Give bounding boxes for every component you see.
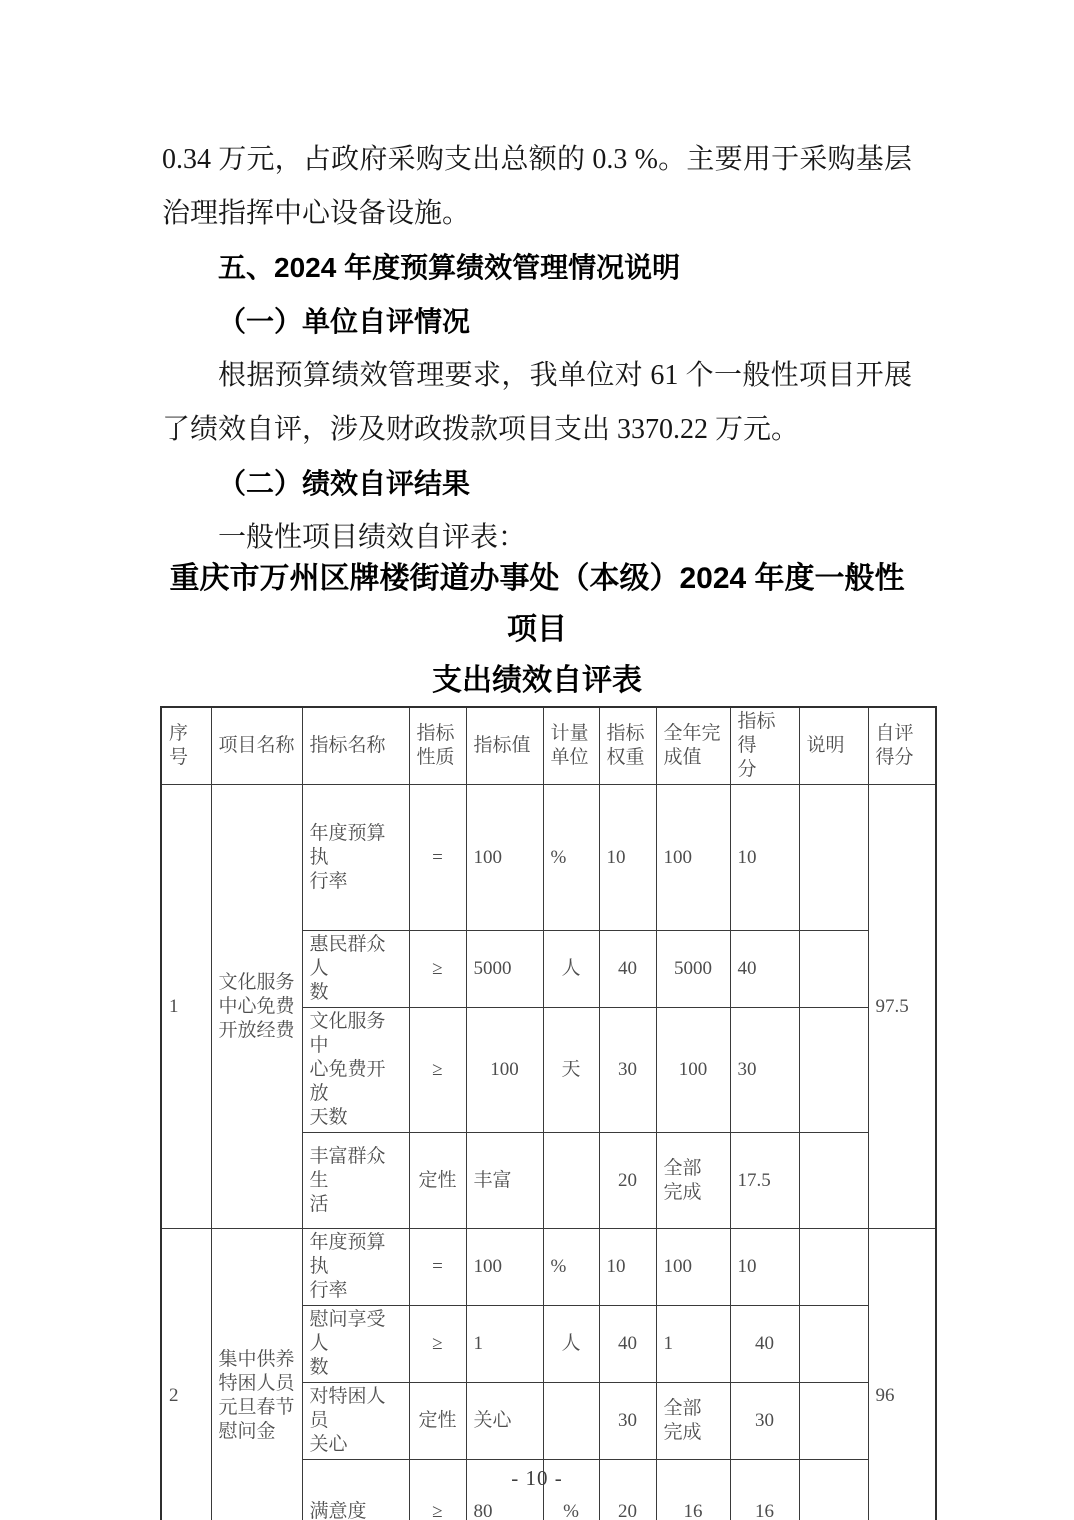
table-cell: 100 — [656, 1229, 730, 1306]
table-cell: ≥ — [409, 931, 466, 1008]
table-cell: 20 — [599, 1460, 656, 1520]
table-cell: 100 — [656, 1008, 730, 1133]
heading-subsection-two: （二）绩效自评结果 — [218, 468, 471, 499]
table-title-line-1: 重庆市万州区牌楼街道办事处（本级）2024 年度一般性项目 — [169, 562, 905, 646]
table-body — [161, 785, 936, 1520]
table-cell: 全部 完成 — [656, 1383, 730, 1460]
table-cell: 10 — [599, 785, 656, 931]
table-cell: % — [543, 785, 599, 931]
heading-section-five: 五、2024 年度预算绩效管理情况说明 — [218, 252, 681, 283]
table-cell: % — [543, 1229, 599, 1306]
table-cell: 40 — [599, 931, 656, 1008]
table-cell — [799, 1008, 868, 1133]
table-header-row — [161, 707, 936, 785]
paragraph-table-intro: 一般性项目绩效自评表： — [218, 522, 527, 553]
table-cell: 文化服务中 心免费开放 天数 — [302, 1008, 409, 1133]
heading-subsection-one: （一）单位自评情况 — [218, 306, 471, 337]
table-cell: 40 — [730, 1306, 799, 1383]
column-header: 项目名称 — [211, 707, 302, 785]
table-cell: 40 — [730, 931, 799, 1008]
table-cell: 5000 — [656, 931, 730, 1008]
table-cell: 16 — [730, 1460, 799, 1520]
table-cell: 人 — [543, 931, 599, 1008]
table-cell: 5000 — [466, 931, 543, 1008]
table-row — [161, 785, 936, 931]
table-cell — [799, 1306, 868, 1383]
table-header — [161, 707, 936, 785]
table-cell: 17.5 — [730, 1133, 799, 1229]
self-score-cell: 97.5 — [868, 785, 936, 1229]
table-cell: 10 — [730, 785, 799, 931]
table-cell: 30 — [730, 1383, 799, 1460]
table-cell: ≥ — [409, 1460, 466, 1520]
table-title-line-2: 支出绩效自评表 — [432, 664, 642, 697]
column-header: 自评 得分 — [868, 707, 936, 785]
table-cell: 30 — [599, 1383, 656, 1460]
table-cell — [799, 931, 868, 1008]
project-name-cell: 文化服务 中心免费 开放经费 — [211, 785, 302, 1229]
table-cell: 定性 — [409, 1133, 466, 1229]
sequence-cell: 1 — [161, 785, 211, 1229]
table-cell: = — [409, 1229, 466, 1306]
column-header: 指标得 分 — [730, 707, 799, 785]
table-cell: 关心 — [466, 1383, 543, 1460]
table-cell: 16 — [656, 1460, 730, 1520]
table-title — [162, 553, 912, 706]
table-cell: 人 — [543, 1306, 599, 1383]
table-cell: ≥ — [409, 1306, 466, 1383]
table-cell: 1 — [466, 1306, 543, 1383]
paragraph-self-evaluation: 根据预算绩效管理要求，我单位对 61 个一般性项目开展了绩效自评，涉及财政拨款项目支出 3370.22 万元。 — [162, 360, 912, 445]
column-header: 指标值 — [466, 707, 543, 785]
table-cell — [543, 1133, 599, 1229]
project-name-cell: 集中供养 特困人员 元旦春节 慰问金 — [211, 1229, 302, 1520]
table-cell: 80 — [466, 1460, 543, 1520]
column-header: 说明 — [799, 707, 868, 785]
column-header: 序 号 — [161, 707, 211, 785]
table-cell: 100 — [466, 785, 543, 931]
table-cell: 慰问享受人 数 — [302, 1306, 409, 1383]
table-cell: 40 — [599, 1306, 656, 1383]
table-cell — [799, 1229, 868, 1306]
column-header: 指标名称 — [302, 707, 409, 785]
page-number: - 10 - — [511, 1466, 563, 1490]
column-header: 指标 权重 — [599, 707, 656, 785]
table-cell: 1 — [656, 1306, 730, 1383]
table-cell: 丰富群众生 活 — [302, 1133, 409, 1229]
table-cell: 满意度 — [302, 1460, 409, 1520]
sequence-cell: 2 — [161, 1229, 211, 1520]
table-cell: % — [543, 1460, 599, 1520]
table-cell: 丰富 — [466, 1133, 543, 1229]
self-evaluation-table — [160, 706, 937, 1520]
table-cell: 年度预算执 行率 — [302, 1229, 409, 1306]
table-cell: 100 — [466, 1008, 543, 1133]
table-cell: 惠民群众人 数 — [302, 931, 409, 1008]
table-cell: 100 — [656, 785, 730, 931]
table-cell — [799, 1133, 868, 1229]
table-cell: 10 — [599, 1229, 656, 1306]
column-header: 全年完 成值 — [656, 707, 730, 785]
paragraph-continued: 0.34 万元，占政府采购支出总额的 0.3 %。主要用于采购基层治理指挥中心设备设施。 — [162, 144, 912, 229]
table-cell: ≥ — [409, 1008, 466, 1133]
table-cell: 年度预算执 行率 — [302, 785, 409, 931]
table-cell — [799, 1383, 868, 1460]
table-cell: 30 — [599, 1008, 656, 1133]
column-header: 计量 单位 — [543, 707, 599, 785]
table-cell: 对特困人员 关心 — [302, 1383, 409, 1460]
table-row — [161, 1229, 936, 1306]
table-cell: 全部 完成 — [656, 1133, 730, 1229]
table-cell: 100 — [466, 1229, 543, 1306]
table-cell: 30 — [730, 1008, 799, 1133]
self-score-cell: 96 — [868, 1229, 936, 1520]
column-header: 指标 性质 — [409, 707, 466, 785]
table-cell: = — [409, 785, 466, 931]
table-cell: 10 — [730, 1229, 799, 1306]
table-cell — [543, 1383, 599, 1460]
table-cell: 定性 — [409, 1383, 466, 1460]
table-cell: 天 — [543, 1008, 599, 1133]
table-cell — [799, 785, 868, 931]
table-cell: 20 — [599, 1133, 656, 1229]
